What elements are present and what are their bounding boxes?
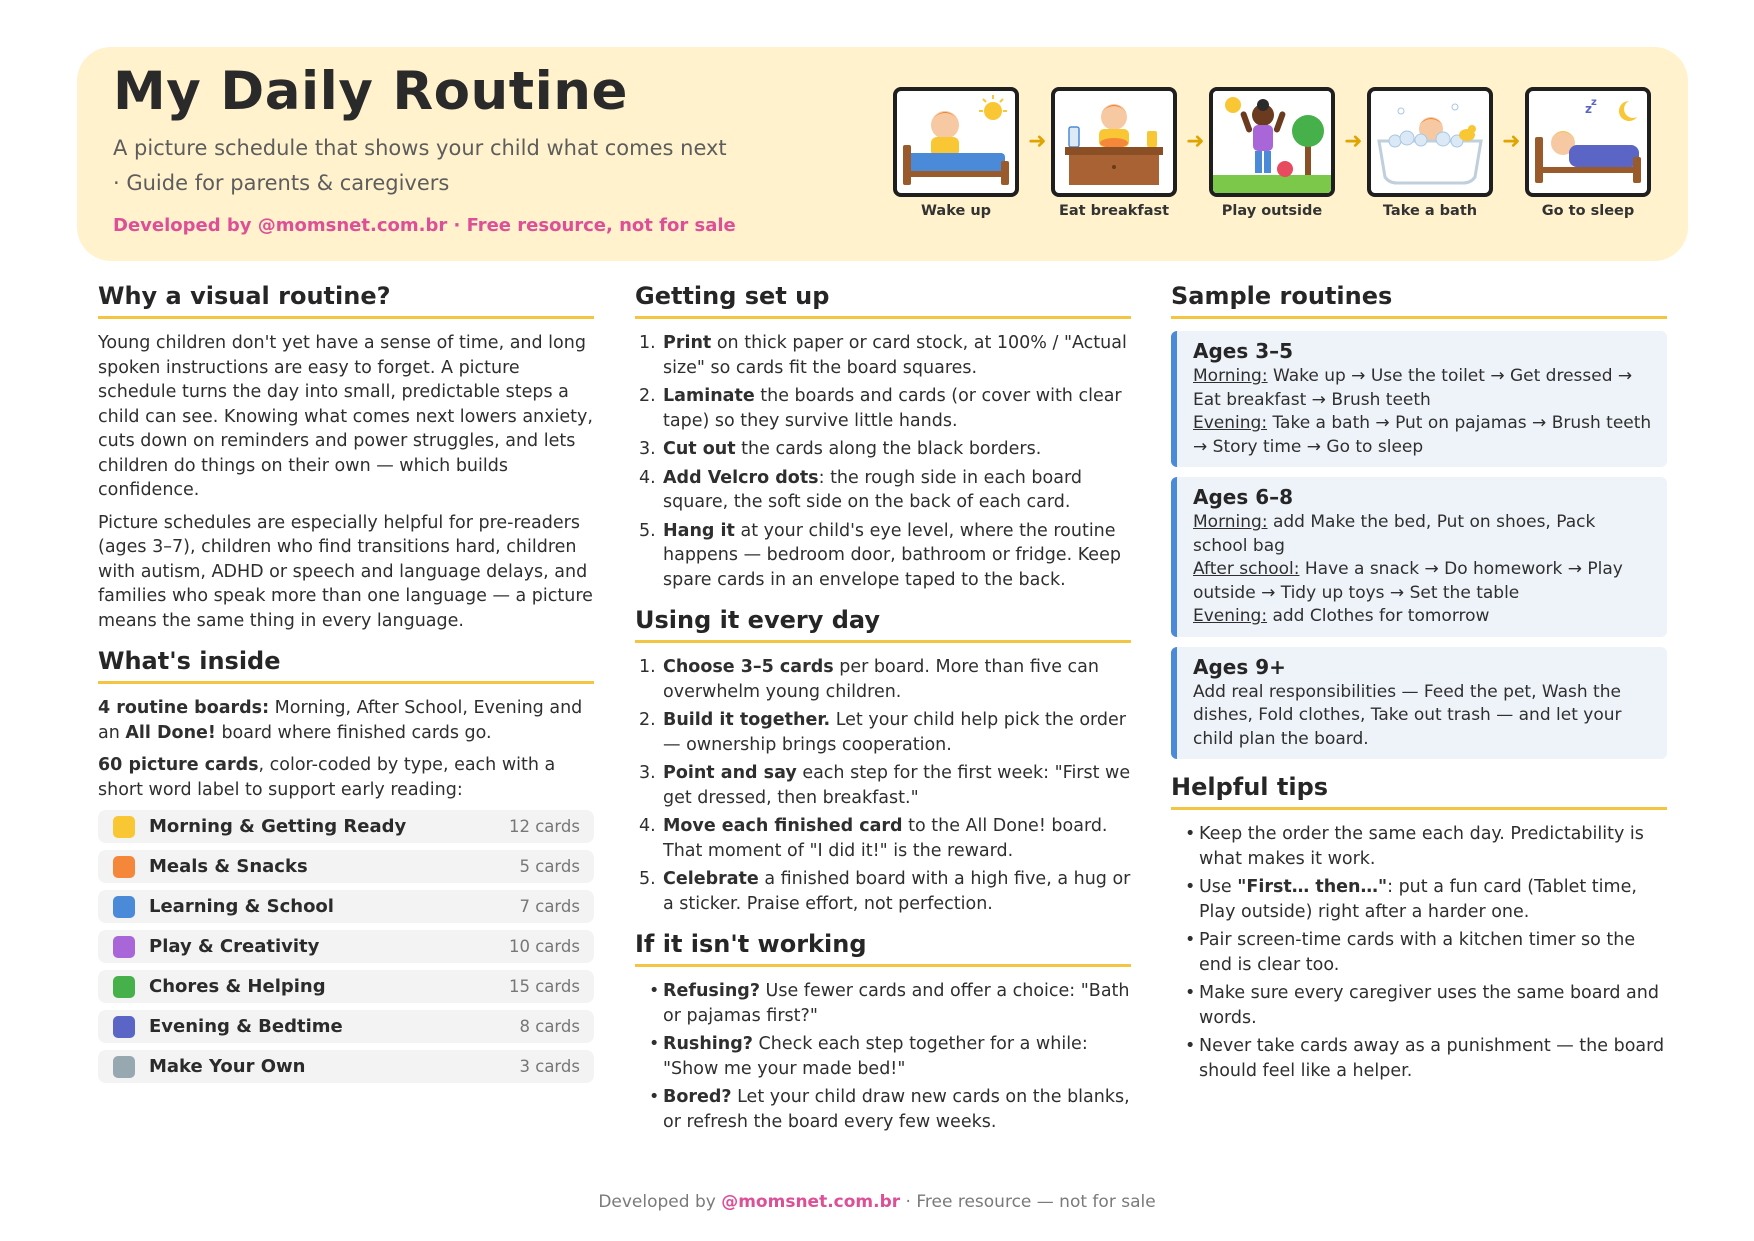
- arrow-icon: ➜: [1028, 129, 1047, 154]
- routine-line: Evening: Take a bath → Put on pajamas → Brush teeth → Story time → Go to sleep: [1193, 413, 1652, 457]
- bath-icon: [1367, 87, 1493, 197]
- sleep-icon: [1525, 87, 1651, 197]
- list-item: 5. Hang it at your child's eye level, where the routine happens — bedroom door, bathroom or fridge. Keep spare cards in an envelope taped to the back.: [639, 520, 1121, 590]
- section-using-it-every-day: [635, 606, 1131, 916]
- category-count: 15 cards: [509, 977, 580, 996]
- column-middle: [635, 282, 1131, 1148]
- routine-line: Add real responsibilities — Feed the pet, Wash the dishes, Fold clothes, Take out trash — and let your child plan the board.: [1193, 681, 1622, 749]
- list-item: 3. Point and say each step for the first week: "First we get dressed, then breakfast.": [639, 763, 1131, 808]
- section-heading: Sample routines: [1171, 282, 1667, 319]
- cards-description: 60 picture cards, color-coded by type, each with a short word label to support early reading:: [98, 755, 556, 800]
- color-swatch: [113, 856, 135, 878]
- column-left: [98, 282, 594, 1097]
- arrow-icon: ➜: [1186, 129, 1205, 154]
- category-name: Play & Creativity: [149, 936, 320, 957]
- arrow-icon: ➜: [1344, 129, 1363, 154]
- category-row: [98, 970, 594, 1003]
- step-play-outside: [1209, 87, 1335, 219]
- section-getting-set-up: [635, 282, 1131, 592]
- routine-title: Ages 6–8: [1193, 485, 1294, 509]
- list-item: 4. Add Velcro dots: the rough side in each board square, the soft side on the back of each card.: [639, 467, 1082, 512]
- list-item: • Pair screen-time cards with a kitchen timer so the end is clear too.: [1185, 930, 1636, 975]
- step-label: Eat breakfast: [1058, 203, 1170, 219]
- step-wake-up: [893, 87, 1019, 219]
- list-item: • Use "First… then…": put a fun card (Tablet time, Play outside) right after a harder one.: [1185, 877, 1637, 922]
- category-name: Evening & Bedtime: [149, 1016, 343, 1037]
- section-whats-inside: [98, 647, 594, 1083]
- step-go-to-sleep: [1525, 87, 1651, 219]
- svg-text:z: z: [1585, 102, 1592, 116]
- routine-box-ages-9-plus: [1171, 647, 1667, 760]
- list-item: • Bored? Let your child draw new cards on the blanks, or refresh the board every few weeks.: [649, 1087, 1130, 1132]
- step-label: Go to sleep: [1541, 203, 1635, 219]
- page-title: My Daily Routine: [113, 61, 628, 122]
- list-item: • Rushing? Check each step together for a while: "Show me your made bed!": [649, 1034, 1088, 1079]
- routine-box-ages-3-5: [1171, 331, 1667, 467]
- category-name: Chores & Helping: [149, 976, 326, 997]
- step-label: Take a bath: [1382, 203, 1478, 219]
- category-row: [98, 850, 594, 883]
- routine-line: Morning: Wake up → Use the toilet → Get dressed → Eat breakfast → Brush teeth: [1193, 366, 1633, 410]
- section-heading: Using it every day: [635, 606, 1131, 643]
- list-item: • Refusing? Use fewer cards and offer a choice: "Bath or pajamas first?": [649, 981, 1130, 1026]
- list-item: 2. Build it together. Let your child help pick the order — ownership brings cooperation.: [639, 710, 1126, 755]
- step-eat-breakfast: [1051, 87, 1177, 219]
- column-right: [1171, 282, 1667, 1097]
- header-banner: [77, 47, 1688, 261]
- color-swatch: [113, 1016, 135, 1038]
- footer-handle: @momsnet.com.br: [721, 1192, 901, 1212]
- category-count: 3 cards: [519, 1057, 580, 1076]
- category-name: Morning & Getting Ready: [149, 816, 407, 837]
- category-count: 10 cards: [509, 937, 580, 956]
- section-why-visual-routine: [98, 282, 594, 633]
- section-heading: What's inside: [98, 647, 594, 684]
- paragraph: Young children don't yet have a sense of time, and long spoken instructions are easy to forget. A picture schedule turns the day into small, predictable steps a child can see. Knowing what comes next lowers anxiety, cuts down on reminders and power struggles, and lets children do things on their own — which builds confidence.: [98, 333, 593, 500]
- color-swatch: [113, 1056, 135, 1078]
- section-helpful-tips: [1171, 773, 1667, 1083]
- list-item: 3. Cut out the cards along the black borders.: [639, 439, 1042, 459]
- everyday-list: [635, 655, 1131, 916]
- svg-text:z: z: [1591, 97, 1597, 108]
- category-count: 7 cards: [519, 897, 580, 916]
- category-count: 8 cards: [519, 1017, 580, 1036]
- category-row: [98, 1050, 594, 1083]
- step-label: Play outside: [1221, 203, 1323, 219]
- routine-preview-strip: [893, 87, 1653, 227]
- category-row: [98, 810, 594, 843]
- list-item: • Keep the order the same each day. Predictability is what makes it work.: [1185, 824, 1644, 869]
- category-row: [98, 890, 594, 923]
- developer-note: Developed by @momsnet.com.br · Free resource, not for sale: [113, 215, 736, 236]
- list-item: 4. Move each finished card to the All Done! board. That moment of "I did it!" is the reward.: [639, 816, 1108, 861]
- routine-title: Ages 3–5: [1193, 339, 1294, 363]
- section-heading: Helpful tips: [1171, 773, 1667, 810]
- page-subtitle: A picture schedule that shows your child what comes next · Guide for parents & caregivers: [113, 136, 727, 195]
- color-swatch: [113, 976, 135, 998]
- category-name: Learning & School: [149, 896, 334, 917]
- list-item: 5. Celebrate a finished board with a high five, a hug or a sticker. Praise effort, not perfection.: [639, 869, 1131, 914]
- color-swatch: [113, 816, 135, 838]
- routine-line: After school: Have a snack → Do homework → Play outside → Tidy up toys → Set the table: [1193, 559, 1623, 603]
- routine-line: Morning: add Make the bed, Put on shoes, Pack school bag: [1193, 512, 1596, 556]
- color-swatch: [113, 936, 135, 958]
- routine-line: Evening: add Clothes for tomorrow: [1193, 606, 1490, 626]
- category-name: Make Your Own: [149, 1056, 306, 1077]
- list-item: • Make sure every caregiver uses the same board and words.: [1185, 983, 1659, 1028]
- category-count: 5 cards: [519, 857, 580, 876]
- section-if-it-isnt-working: [635, 930, 1131, 1134]
- footer: Developed by @momsnet.com.br · Free resource — not for sale: [598, 1192, 1156, 1212]
- card-category-list: [98, 810, 594, 1083]
- list-item: 1. Print on thick paper or card stock, at 100% / "Actual size" so cards fit the board squares.: [639, 333, 1127, 378]
- setup-list: [635, 331, 1131, 592]
- list-item: 2. Laminate the boards and cards (or cover with clear tape) so they survive little hands.: [639, 386, 1122, 431]
- category-row: [98, 1010, 594, 1043]
- list-item: • Never take cards away as a punishment — the board should feel like a helper.: [1185, 1036, 1665, 1081]
- section-heading: If it isn't working: [635, 930, 1131, 967]
- breakfast-icon: [1051, 87, 1177, 197]
- category-name: Meals & Snacks: [149, 856, 308, 877]
- category-row: [98, 930, 594, 963]
- routine-title: Ages 9+: [1193, 654, 1286, 679]
- section-heading: Getting set up: [635, 282, 1131, 319]
- category-count: 12 cards: [509, 817, 580, 836]
- play-outside-icon: [1209, 87, 1335, 197]
- section-heading: Why a visual routine?: [98, 282, 594, 319]
- step-take-a-bath: [1367, 87, 1493, 219]
- list-item: 1. Choose 3–5 cards per board. More than five can overwhelm young children.: [639, 657, 1099, 702]
- section-sample-routines: [1171, 282, 1667, 759]
- paragraph: Picture schedules are especially helpful for pre-readers (ages 3–7), children who find transitions hard, children with autism, ADHD or speech and language delays, and families who speak more than one language — a picture means the same thing in every language.: [98, 512, 593, 631]
- troubleshooting-list: [635, 979, 1131, 1134]
- tips-list: [1171, 822, 1667, 1083]
- color-swatch: [113, 896, 135, 918]
- wake-up-icon: [893, 87, 1019, 197]
- step-label: Wake up: [920, 203, 992, 219]
- routine-box-ages-6-8: [1171, 477, 1667, 637]
- arrow-icon: ➜: [1502, 129, 1521, 154]
- boards-description: 4 routine boards: Morning, After School, Evening and an All Done! board where finished cards go.: [98, 698, 583, 743]
